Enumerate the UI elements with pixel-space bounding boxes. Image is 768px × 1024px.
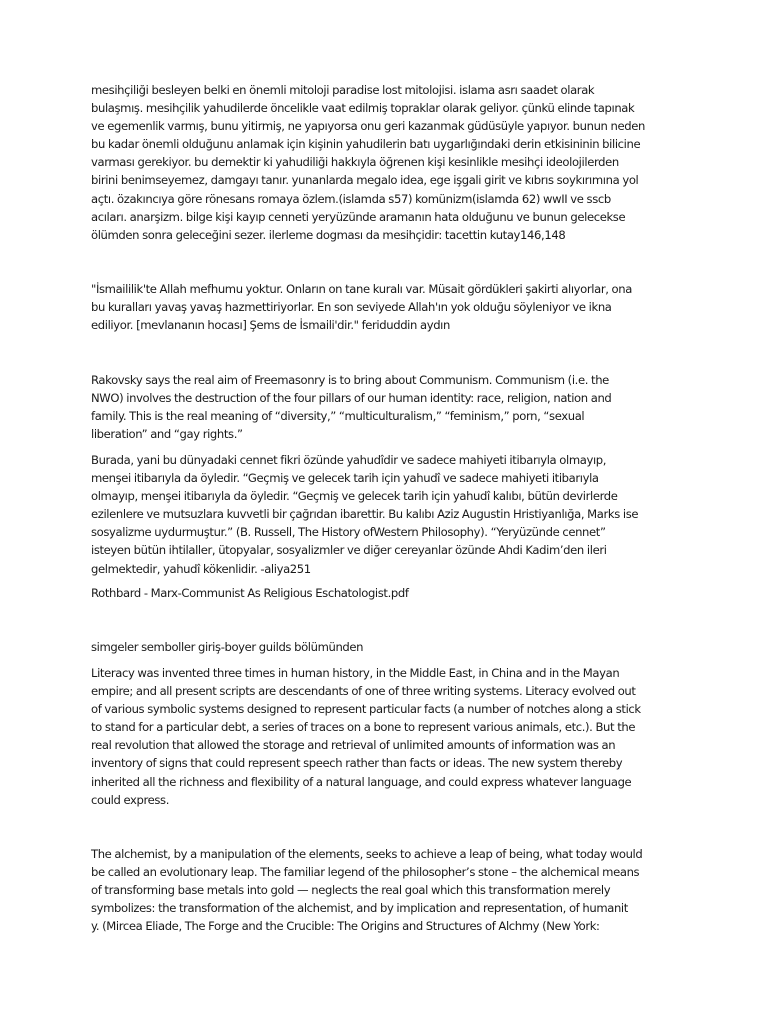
paragraph-messianism-notes: mesihçiliği besleyen belki en önemli mitoloji paradise lost mitolojisi. islama asrı saadet olarak bulaşmış. mesihçilik yahudilerde öncelikle vaat edilmiş topraklar olarak geliyor. çünkü elinde tapınak ve egemenlik varmış, bunu yitirmiş, ne yapıyorsa onu geri kazanmak güdüsüyle yapıyor. bunun neden bu kadar önemli olduğunu anlamak için kişinin yahudilerin batı uygarlığındaki derin etkisininin bilicine varması gerekiyor. bu demektir ki yahudiliği hakkıyla öğrenen kişi kesinlikle mesihçi ideolojilerden birini benimseyemez, damgayı tanır. yunanlarda megalo idea, ege işgali girit ve kıbrıs soykırımına yol açtı. özakıncıya göre rönesans romaya özlem.(islamda s57) komünizm(islamda 62) wwII ve sscb acıları. anarşizm. bilge kişi kayıp cenneti yeryüzünde aramanın hata olduğunu ve bunun gelecekse ölümden sonra geleceğini sezer. ilerleme dogması da mesihçidir: tacettin kutay146,148 (91, 83, 645, 242)
paragraph-alchemist: The alchemist, by a manipulation of the elements, seeks to achieve a leap of being, what today would be called an evolutionary leap. The familiar legend of the philosopher’s stone – the alchemical means of transforming base metals into gold — neglects the real goal which this transformation merely symbolizes: the transformation of the alchemist, and by implication and representation, of humanit y. (Mircea Eliade, The Forge and the Crucible: The Origins and Structures of Alchmy (New York: (91, 847, 643, 934)
paragraph-rothbard-reference: Rothbard - Marx-Communist As Religious Eschatologist.pdf (91, 586, 409, 600)
paragraph-literacy: Literacy was invented three times in human history, in the Middle East, in China and in the Mayan empire; and all present scripts are descendants of one of three writing systems. Literacy evolved out of various symbolic systems designed to represent particular facts (a number of notches along a stick to stand for a particular debt, a series of traces on a bone to represent various animals, etc.). But the real revolution that allowed the storage and retrieval of unlimited amounts of information was an inventory of signs that could represent speech rather than facts or ideas. The new system thereby inherited all the richness and flexibility of a natural language, and could express whatever language could express. (91, 666, 641, 807)
paragraph-earthly-paradise: Burada, yani bu dünyadaki cennet fikri özünde yahudîdir ve sadece mahiyeti itibarıyla olmayıp, menşei itibarıyla da öyledir. “Geçmiş ve gelecek tarih için yahudî ve sadece mahiyeti itibarıyla olmayıp, menşei itibarıyla da öyledir. “Geçmiş ve gelecek tarih için yahudî kalıbı, bütün devirlerde ezilenlere ve mutsuzlara kuvvetli bir çağrıdan ibarettir. Bu kalıbı Aziz Augustin Hristiyanlığa, Marks ise sosyalizme uydurmuştur.” (B. Russell, The History ofWestern Philosophy). “Yeryüzünde cennet” isteyen bütün ihtilaller, ütopyalar, sosyalizmler ve diğer cereyanlar özünde Ahdi Kadim’den ileri gelmektedir, yahudî kökenlidir. -aliya251 (91, 453, 639, 576)
paragraph-rakovsky-freemasonry: Rakovsky says the real aim of Freemasonry is to bring about Communism. Communism (i.e. the NWO) involves the destruction of the four pillars of our human identity: race, religion, nation and family. This is the real meaning of “diversity,” “multiculturalism,” “feminism,” porn, “sexual liberation” and “gay rights.” (91, 373, 612, 442)
paragraph-symbols-heading: simgeler semboller giriş-boyer guilds bölümünden (91, 640, 364, 654)
paragraph-ismailism-quote: "İsmaililik'te Allah mefhumu yoktur. Onların on tane kuralı var. Müsait gördükleri şakirti alıyorlar, ona bu kuralları yavaş yavaş hazmettiriyorlar. En son seviyede Allah'ın yok olduğu söyleniyor ve ikna ediliyor. [mevlananın hocası] Şems de İsmaili'dir." feriduddin aydın (91, 282, 632, 333)
